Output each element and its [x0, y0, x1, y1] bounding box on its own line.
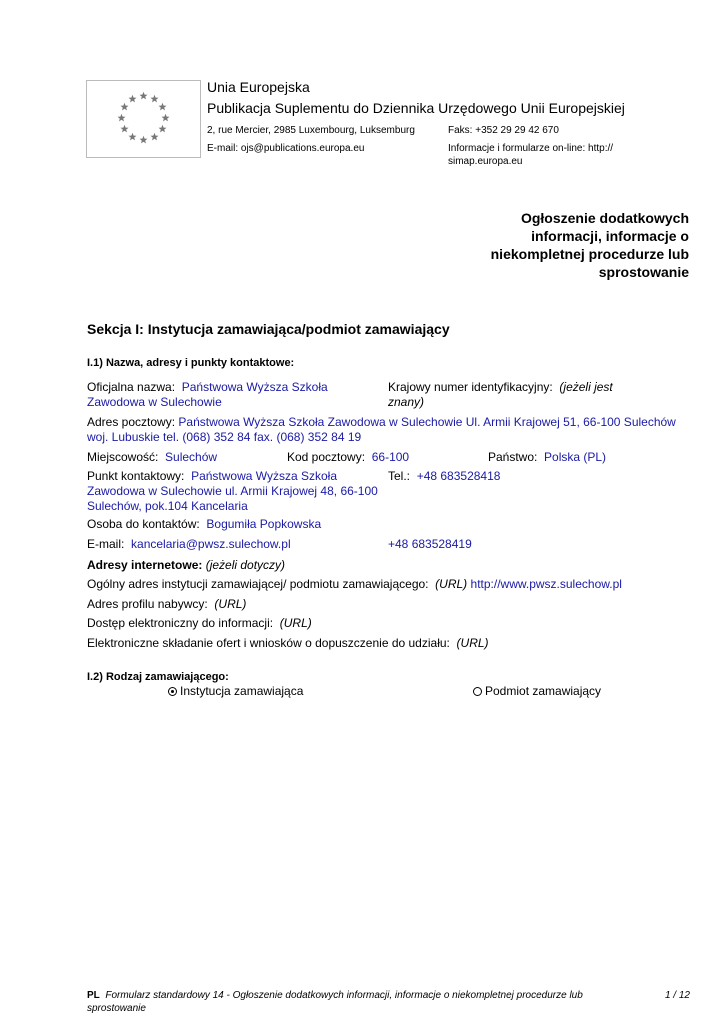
national-id-label: Krajowy numer identyfikacyjny: [388, 380, 553, 394]
general-address-block [87, 577, 622, 592]
footer-page-number: 1 / 12 [664, 990, 690, 1001]
contact-point-value: Sulechów, pok.104 Kancelaria [87, 499, 248, 513]
official-name-block [87, 380, 377, 410]
option-label: Podmiot zamawiający [485, 684, 602, 698]
url-tag: (URL) [214, 597, 247, 611]
country-label: Państwo: [488, 450, 538, 464]
official-name-label: Oficjalna nazwa: [87, 380, 176, 394]
notice-title-line: Ogłoszenie dodatkowych [520, 210, 689, 226]
electronic-submission-label: Elektroniczne składanie ofert i wniosków o dopuszczenie do udziału: [87, 636, 450, 650]
contact-point-value: Państwowa Wyższa Szkoła [191, 469, 338, 483]
footer-form-title: Formularz standardowy 14 - Ogłoszenie dodatkowych informacji, informacje o niekompletnej procedurze lub [105, 990, 583, 1001]
header-online-line1: Informacje i formularze on-line: http:// [448, 143, 614, 154]
postal-value: woj. Lubuskie tel. (068) 352 84 fax. (068) 352 84 19 [87, 430, 362, 444]
town-block [87, 450, 217, 465]
url-tag: (URL) [279, 616, 312, 630]
national-id-note: (jeżeli jest [559, 380, 613, 394]
option-contracting-authority[interactable] [168, 684, 303, 699]
email-link[interactable]: kancelaria@pwsz.sulechow.pl [131, 537, 291, 551]
official-name-value: Zawodowa w Sulechowie [87, 395, 222, 409]
attention-value: Bogumiła Popkowska [206, 517, 322, 531]
national-id-block [388, 380, 613, 410]
subsection-i1-title: I.1) Nazwa, adresy i punkty kontaktowe: [87, 357, 295, 369]
eu-stars-icon [87, 81, 200, 157]
postal-label: Adres pocztowy: [87, 415, 176, 429]
town-value: Sulechów [165, 450, 218, 464]
national-id-note: znany) [388, 395, 425, 409]
electronic-access-block [87, 616, 312, 631]
buyer-profile-label: Adres profilu nabywcy: [87, 597, 208, 611]
internet-block [87, 558, 285, 573]
contact-point-block [87, 469, 387, 514]
header-email: E-mail: ojs@publications.europa.eu [207, 143, 365, 154]
option-label: Instytucja zamawiająca [180, 684, 304, 698]
fax-value: +48 683528419 [388, 537, 472, 551]
section-title: Sekcja I: Instytucja zamawiająca/podmiot zamawiający [87, 321, 450, 337]
attention-block [87, 517, 321, 532]
notice-title [491, 209, 689, 281]
postcode-block [287, 450, 409, 465]
eu-flag-logo [86, 80, 201, 158]
header-org: Unia Europejska [207, 79, 310, 95]
postal-value: Państwowa Wyższa Szkoła Zawodowa w Sulechowie Ul. Armii Krajowej 51, 66-100 Sulechów [178, 415, 676, 429]
postal-address-block [87, 415, 697, 445]
attention-label: Osoba do kontaktów: [87, 517, 200, 531]
tel-block [388, 469, 500, 484]
internet-label: Adresy internetowe: [87, 558, 203, 572]
header-online-line2: simap.europa.eu [448, 156, 523, 167]
town-label: Miejscowość: [87, 450, 159, 464]
option-contracting-entity[interactable] [473, 684, 601, 699]
email-label: E-mail: [87, 537, 125, 551]
email-block [87, 537, 291, 552]
tel-value: +48 683528418 [416, 469, 501, 483]
general-url-link[interactable]: http://www.pwsz.sulechow.pl [470, 577, 622, 591]
official-name-value: Państwowa Wyższa Szkoła [181, 380, 328, 394]
header-fax: Faks: +352 29 29 42 670 [448, 125, 559, 136]
notice-title-line: sprostowanie [598, 264, 689, 280]
url-tag: (URL) [456, 636, 489, 650]
header-online [448, 142, 613, 168]
postcode-label: Kod pocztowy: [287, 450, 366, 464]
subsection-i2-title: I.2) Rodzaj zamawiającego: [87, 671, 229, 683]
contact-point-label: Punkt kontaktowy: [87, 469, 185, 483]
postcode-value: 66-100 [371, 450, 410, 464]
contact-point-value: Zawodowa w Sulechowie ul. Armii Krajowej 48, 66-100 [87, 484, 378, 498]
buyer-profile-block [87, 597, 246, 612]
internet-note: (jeżeli dotyczy) [205, 558, 286, 572]
country-value: Polska (PL) [544, 450, 607, 464]
notice-title-line: informacji, informacje o [531, 228, 689, 244]
header-address: 2, rue Mercier, 2985 Luxembourg, Luksemburg [207, 125, 415, 136]
general-address-label: Ogólny adres instytucji zamawiającej/ podmiotu zamawiającego: [87, 577, 429, 591]
footer-lang: PL [87, 990, 100, 1001]
url-tag: (URL) [435, 577, 468, 591]
electronic-submission-block [87, 636, 489, 651]
footer-form-title: sprostowanie [87, 1003, 146, 1014]
tel-label: Tel.: [388, 469, 411, 483]
header-publication: Publikacja Suplementu do Dziennika Urzędowego Unii Europejskiej [207, 100, 625, 116]
footer-form [87, 989, 627, 1015]
radio-selected-icon[interactable] [168, 687, 177, 696]
electronic-access-label: Dostęp elektroniczny do informacji: [87, 616, 274, 630]
country-block [488, 450, 606, 465]
radio-unselected-icon[interactable] [473, 687, 482, 696]
notice-title-line: niekompletnej procedurze lub [490, 246, 689, 262]
